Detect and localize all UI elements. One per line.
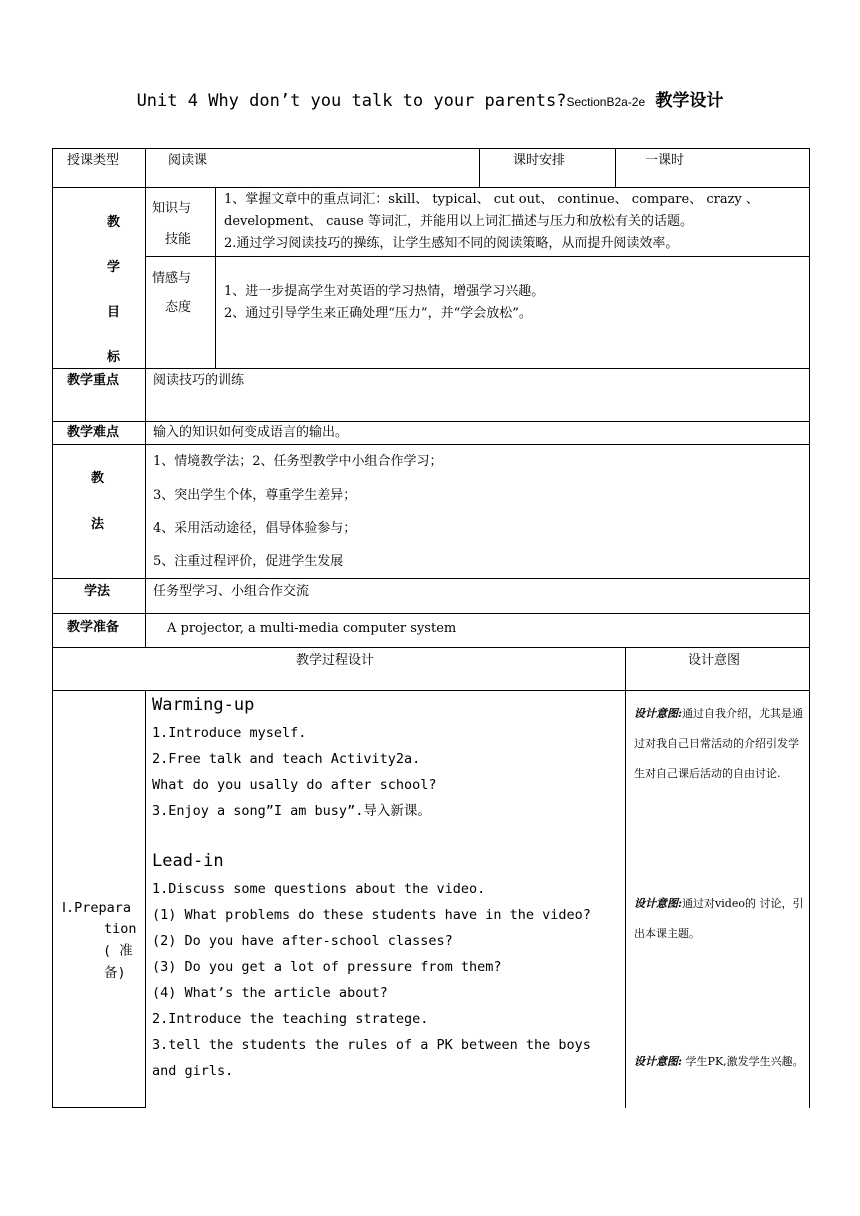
prep-value: A projector, a multi-media computer system [167,621,457,636]
leadin-line-7: 3.tell the students the rules of a PK between the boys [152,1037,591,1053]
course-type-value: 阅读课 [168,153,208,168]
title-section: SectionB2a-2e [566,95,646,109]
leadin-line-5: (4) What’s the article about? [152,985,388,1001]
title-main: Unit 4 Why don’t you talk to your parents? [136,91,567,111]
knowledge-label-1: 知识与 [152,201,192,216]
method-label-1: 教 [91,471,105,486]
difficulty-label: 教学难点 [67,425,120,440]
key-point-value: 阅读技巧的训练 [153,373,245,388]
intent-label-1: 设计意图: [634,707,683,720]
method-line-4: 5、注重过程评价，促进学生发展 [153,554,344,569]
intent-note-3 [634,1047,804,1077]
key-point-label: 教学重点 [67,373,120,388]
stage-line-1: Ⅰ.Prepara [62,900,132,916]
emotion-label-2: 态度 [165,300,192,315]
method-label-2: 法 [91,517,105,532]
stage-line-3: ( 准 [103,943,133,959]
warmup-heading: Warming-up [152,695,255,715]
emotion-line-2: 2、通过引导学生来正确处理“压力”，并“学会放松”。 [224,306,532,321]
method-line-1: 1、情境教学法；2、任务型教学中小组合作学习； [153,454,443,469]
method-line-3: 4、采用活动途径，倡导体验参与； [153,521,357,536]
schedule-label: 课时安排 [513,153,566,168]
intent-text-2: 通过对video的 讨论，引出本课主题。 [634,897,804,940]
learning-value: 任务型学习、小组合作交流 [153,584,310,599]
leadin-heading: Lead-in [152,851,224,871]
warmup-line-1: 1.Introduce myself. [152,725,307,741]
document-title [0,86,860,111]
leadin-line-8: and girls. [152,1063,234,1079]
goals-label-3: 目 [107,305,121,320]
knowledge-line-2: development、 cause 等词汇，并能用以上词汇描述与压力和放松有关的话题。 [224,214,694,229]
goals-label-4: 标 [107,350,121,365]
warmup-line-3: What do you usally do after school? [152,777,437,793]
knowledge-label-2: 技能 [165,232,192,247]
title-suffix: 教学设计 [655,91,724,111]
leadin-line-6: 2.Introduce the teaching stratege. [152,1011,429,1027]
intent-header: 设计意图 [688,653,741,668]
intent-label-2: 设计意图: [634,897,683,910]
emotion-label-1: 情感与 [152,271,192,286]
warmup-line-2: 2.Free talk and teach Activity2a. [152,751,421,767]
course-type-label: 授课类型 [67,153,120,168]
method-line-2: 3、突出学生个体，尊重学生差异； [153,488,357,503]
intent-label-3: 设计意图: [634,1055,683,1068]
leadin-line-2: (1) What problems do these students have in the video? [152,907,591,923]
prep-label: 教学准备 [67,620,120,635]
leadin-line-3: (2) Do you have after-school classes? [152,933,453,949]
intent-note-1 [634,699,804,789]
learning-label: 学法 [84,584,111,599]
goals-label-1: 教 [107,215,121,230]
process-header: 教学过程设计 [296,653,375,668]
schedule-value: 一课时 [645,153,685,168]
emotion-line-1: 1、进一步提高学生对英语的学习热情，增强学习兴趣。 [224,284,545,299]
intent-text-1: 通过自我介绍，尤其是通过对我自己日常活动的介绍引发学生对自己课后活动的自由讨论. [634,707,804,780]
warmup-line-4: 3.Enjoy a song”I am busy”.导入新课。 [152,803,431,819]
knowledge-line-3: 2.通过学习阅读技巧的操练，让学生感知不同的阅读策略，从而提升阅读效率。 [224,236,679,251]
knowledge-line-1: 1、掌握文章中的重点词汇：skill、 typical、 cut out、 continue、 compare、 crazy 、 [224,192,759,207]
leadin-line-1: 1.Discuss some questions about the video. [152,881,486,897]
difficulty-value: 输入的知识如何变成语言的输出。 [153,425,349,440]
goals-label-2: 学 [107,260,121,275]
stage-line-2: tion [104,921,137,937]
stage-line-4: 备) [104,965,126,981]
intent-text-3: 学生PK,激发学生兴趣。 [682,1055,804,1068]
leadin-line-4: (3) Do you get a lot of pressure from them? [152,959,502,975]
intent-note-2 [634,889,804,949]
